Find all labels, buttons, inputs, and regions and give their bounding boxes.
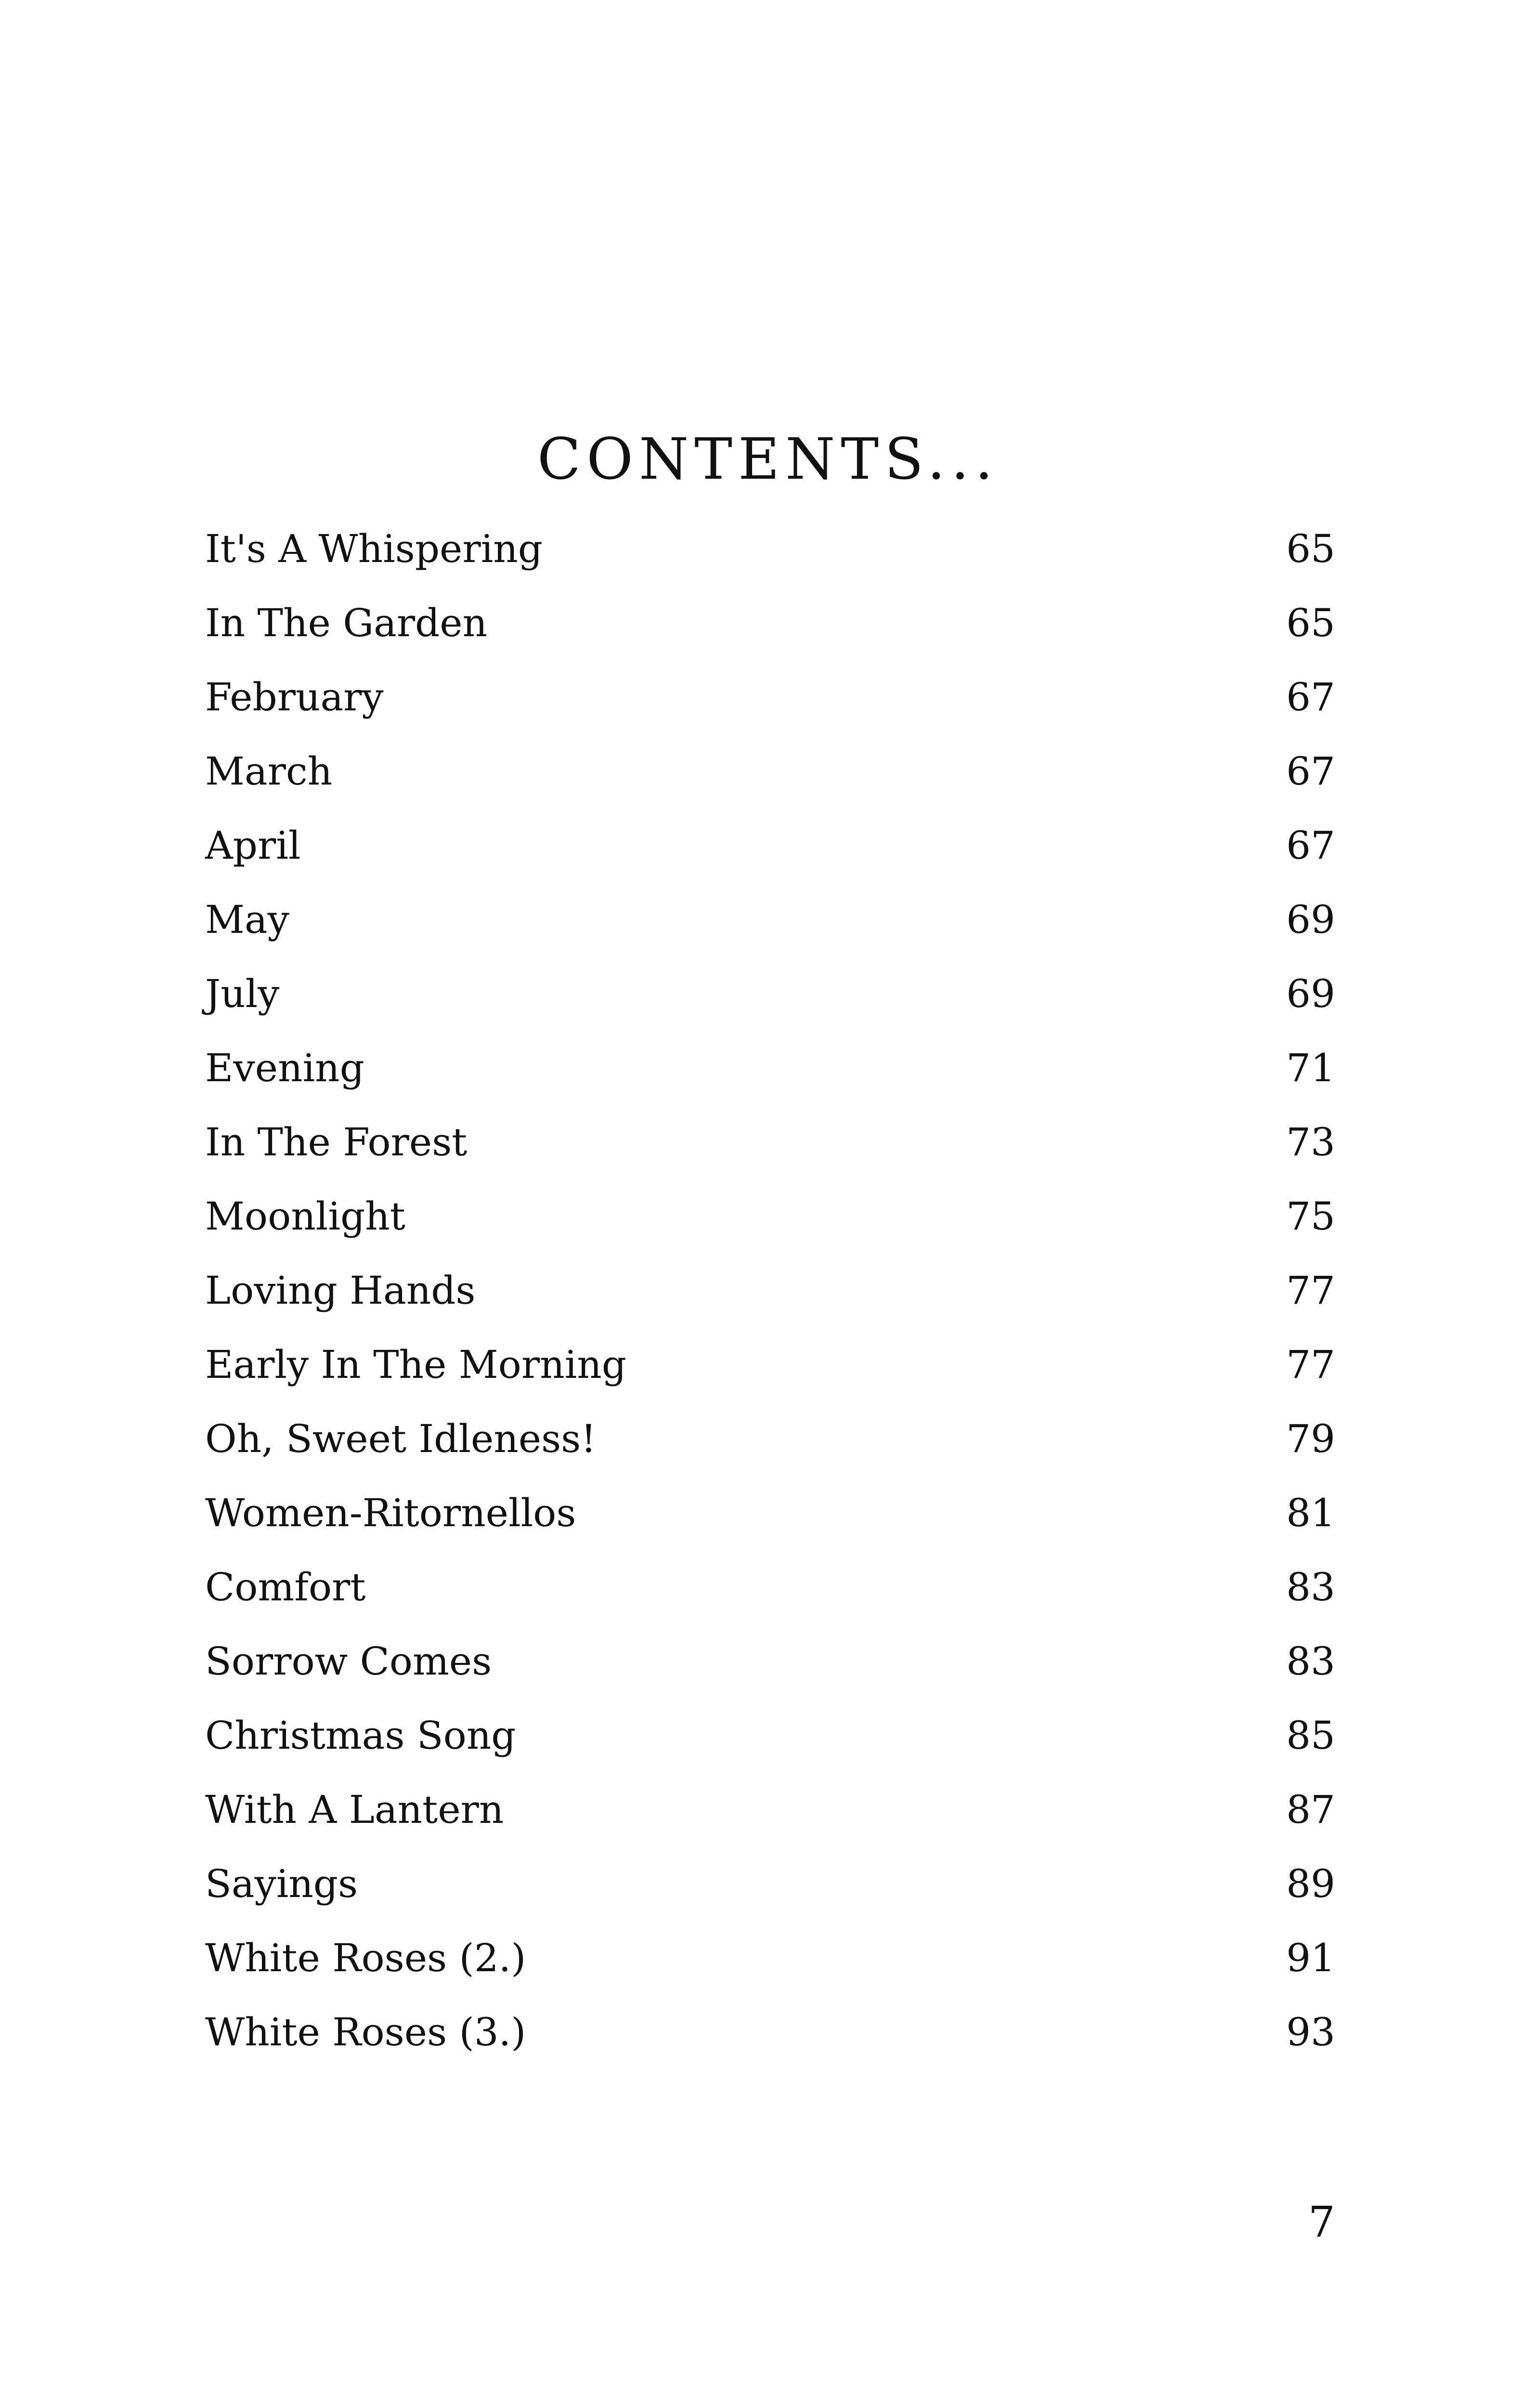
toc-entry-title: July [205,971,280,1016]
toc-entry-page: 81 [1286,1491,1335,1535]
toc-entry-title: March [205,749,333,794]
toc-entry-title: In The Forest [205,1120,468,1165]
toc-entry [205,1781,1335,1855]
toc-entry [205,891,1335,965]
toc-entry [205,817,1335,891]
toc-entry [205,1707,1335,1781]
toc-entry-title: Sayings [205,1861,358,1906]
toc-entry-title: In The Garden [205,601,488,645]
toc-entry [205,743,1335,817]
toc-entry [205,1188,1335,1262]
toc-entry-page: 67 [1286,749,1335,794]
toc-entry-page: 89 [1286,1861,1335,1906]
toc-entry-title: Moonlight [205,1194,405,1239]
toc-entry-page: 71 [1286,1046,1335,1090]
toc-entry-page: 69 [1286,971,1335,1016]
toc-entry-title: Christmas Song [205,1713,516,1758]
page-number: 7 [1308,2197,1335,2247]
toc-entry-page: 85 [1286,1713,1335,1758]
toc-entry-page: 83 [1286,1639,1335,1684]
toc-entry-page: 83 [1286,1565,1335,1610]
toc-entry [205,1558,1335,1633]
toc-entry [205,1336,1335,1410]
toc-entry-title: With A Lantern [205,1787,504,1832]
toc-entry-title: Evening [205,1046,364,1090]
toc-entry-title: Sorrow Comes [205,1639,492,1684]
toc-entry-page: 77 [1286,1268,1335,1313]
toc-entry-page: 75 [1286,1194,1335,1239]
toc-entry-title: Oh, Sweet Idleness! [205,1416,597,1461]
toc-entry-page: 91 [1286,1936,1335,1980]
toc-entry-title: Early In The Morning [205,1342,626,1387]
toc-entry [205,520,1335,594]
toc-entry [205,1113,1335,1188]
toc-entry-title: White Roses (2.) [205,1936,526,1980]
toc-entry [205,2003,1335,2078]
toc-entry-title: It's A Whispering [205,526,543,571]
toc-entry-page: 67 [1286,823,1335,868]
toc-entry [205,965,1335,1039]
toc-entry [205,594,1335,668]
toc-entry-page: 77 [1286,1342,1335,1387]
toc-entry-page: 87 [1286,1787,1335,1832]
toc-entry [205,1262,1335,1336]
toc-entry-title: White Roses (3.) [205,2010,526,2055]
table-of-contents [205,520,1335,2078]
toc-entry-page: 65 [1286,601,1335,645]
toc-entry-page: 93 [1286,2010,1335,2055]
toc-entry [205,1855,1335,1929]
toc-entry [205,1484,1335,1558]
toc-entry-title: Loving Hands [205,1268,476,1313]
contents-heading: CONTENTS... [537,426,999,493]
toc-entry [205,1929,1335,2003]
toc-entry [205,668,1335,743]
toc-entry-title: Comfort [205,1565,366,1610]
toc-entry-page: 79 [1286,1416,1335,1461]
toc-entry [205,1410,1335,1484]
toc-entry-page: 65 [1286,526,1335,571]
toc-entry-title: February [205,675,384,720]
toc-entry-title: April [205,823,301,868]
toc-entry-page: 73 [1286,1120,1335,1165]
toc-entry-page: 67 [1286,675,1335,720]
toc-entry [205,1633,1335,1707]
toc-entry-title: Women-Ritornellos [205,1491,576,1535]
toc-entry-title: May [205,897,289,942]
toc-entry-page: 69 [1286,897,1335,942]
toc-entry [205,1039,1335,1113]
